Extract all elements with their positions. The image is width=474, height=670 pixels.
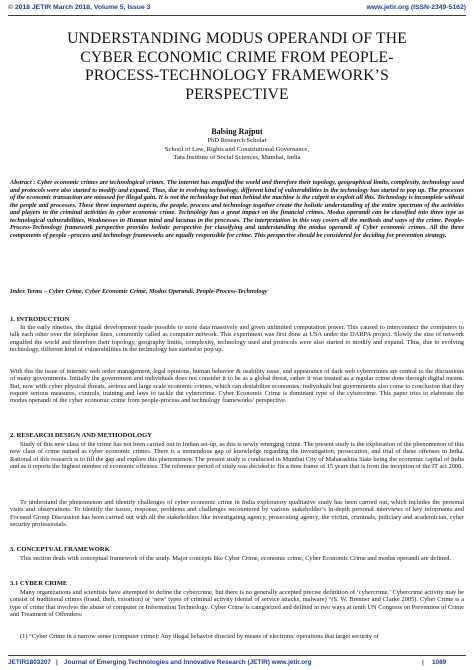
- section-heading-introduction: 1. INTRODUCTION: [10, 316, 70, 323]
- paragraph: [10, 499, 464, 528]
- paragraph: [10, 441, 464, 470]
- paragraph: [10, 633, 464, 640]
- journal-name: Journal of Emerging Technologies and Innovative Research (JETIR) www.jetir.org: [64, 659, 312, 666]
- paragraph: [10, 589, 464, 618]
- title-line: PERSPECTIVE: [185, 85, 289, 103]
- paragraph-text: Study of this new class of the crime has not been carried out in Indian set-up, as this is newly emerging crime. The present study is the exploration of the phenomenon of this new class of crime named as cyber economic crimes. There is a tremendous gap of knowledge regarding the investigation, prosecution, and trial of these offenses in India. Rational of this research is to fill the gap and explore this phenomenon. The present study is conducted in Mumbai City of Maharashtra State being the economic capital of India and as it reports the highest number of economic offenses. The reference period of study was decided to fix a time frame of 15 years that is from the inception of the IT act 2000.: [10, 441, 464, 470]
- paragraph-text: This section deals with conceptual framework of the study. Major concepts like Cyber Crime, economic crime, Cyber Economic Crime and modus operandi are defined.: [20, 555, 451, 562]
- author-role: PhD Research Scholar: [207, 137, 267, 144]
- paragraph-text: With this the issue of internet/ web order management, legal opinions, human behavior & usability issue, and appearance of dark web cybercrimes are central to the discussions of many governments. Initially the government and individuals does not consider it to be as a global threat, rather it was treated as a regular crime done through digital means. But, now with cyber physical threats, serious and large scale economic crimes, which can destabilize economies; individuals but governments also come to conclusion that they require serious measures, controls, training and laws to tackle the cybercrime. Cyber Economic Crime is dominant type of the cybercrime. This paper tries to elaborate the modus operandi of the cyber economic crime from people-process and technology frameworks’ perspective.: [10, 368, 464, 405]
- journal-url-issn: www.jetir.org (ISSN-2349-5162): [366, 4, 466, 11]
- paragraph: [10, 368, 464, 404]
- page-footer: [8, 655, 466, 668]
- paragraph: [10, 324, 464, 353]
- title-line: UNDERSTANDING MODUS OPERANDI OF THE: [67, 30, 407, 47]
- page-header: [8, 3, 466, 16]
- title-line: CYBER ECONOMIC CRIME FROM PEOPLE-: [80, 48, 394, 66]
- title-line: PROCESS-TECHNOLOGY FRAMEWORK’S: [85, 67, 389, 84]
- section-heading-research-design: 2. RESEARCH DESIGN AND METHODOLOGY: [10, 432, 152, 439]
- paragraph-text: Many organizations and scientists have attempted to define the cybercrime, but there is no generally accepted precise definition of ‘cybercrime.’ Cybercrime activity may be consist of traditional crimes (fraud, theft, extortion) or ‘new’ types of criminal activity (denial of service attacks, malware) “(S. W. Brenner and Clarke 2005). Cyber Crime is a type of crime that involves the abuse of computer or Information Technology. Cyber Crime is categorized and defined in two ways at tenth UN Congress on Prevention of Crime and Treatment of Offenders:: [10, 589, 464, 618]
- section-heading-cyber-crime: 3.1 CYBER CRIME: [10, 580, 68, 587]
- author-name: Balsing Rajput: [211, 127, 263, 136]
- section-heading-conceptual-framework: 3. CONCEPTUAL FRAMEWORK: [10, 546, 110, 553]
- journal-issue-info: © 2018 JETIR March 2018, Volume 5, Issue 3: [8, 4, 151, 11]
- author-department: School of Law, Rights and Constitutional Governance,: [164, 145, 310, 153]
- paragraph-text: (1) “Cyber Crime in a narrow sense (computer crime): Any illegal behavior directed by means of electronic operations that target security of: [20, 633, 379, 640]
- paragraph-text: To understand the phenomenon and identify challenges of cyber economic crime in India exploratory qualitative study has been carried out, which includes the personal visits and observations. To identify the issues, response, problems and challenges encountered by various stakeholder’s in-depth personal interviews of key informants and Focused Group Discussion has been carried out with all the stakeholders like investigating agency, prosecuting agency, the victim, criminals, judiciary and academician, cyber security professionals.: [10, 499, 464, 528]
- author-institution: Tata Institute of Social Sciences, Mumbai, India: [173, 154, 301, 162]
- author-block: [0, 127, 474, 163]
- page-number: 1089: [432, 659, 447, 666]
- footer-divider: |: [56, 659, 58, 666]
- paragraph: [10, 555, 464, 562]
- index-terms: Index Terms – Cyber Crime, Cyber Economic Crime, Modus Operandi, People-Process-Technology: [10, 288, 268, 295]
- paper-title: [20, 30, 454, 104]
- footer-divider: |: [422, 659, 424, 666]
- abstract: Abstract : Cyber economic crimes are technological crimes. The internet has engulfed the world and therefore their topology, geographical limits, complexity, technology used and protocols were also started to modify and expand. Thus, due to evolving technology, different kind of vulnerabilities in the technology has started to pop up. The processes of the economic transaction are misused for illegal gain. It is not the technology but man behind the machine is the culprit to exploit all this. Technology is incomplete without the people and processes. These three important aspects, the people, process and technology together create the holistic understanding of the entire spectrum of the activities and players in the criminal activities in cyber economic crime. Technology has a great impact on the financial crimes. Modus operandi can be classified into three type as technological vulnerabilities, Weaknesses in Human mind and lacunas in the processes. The interpretation in this way covers all the methods and ways of the crime. People-Process-Technology framework perspective provides holistic perspective for classifying and understanding the modus operandi of Cyber economic crimes. All the three components of people –process and technology frameworks are equally responsible for crime. This perspective should be considered for deciding for prevention strategy.: [10, 179, 464, 239]
- paragraph-text: In the early nineties, the digital development made possible to store data massively and given unlimited computation power. This caused to interconnect the computers to talk each other over the telephone lines, commonly called as computer network. This experiment was first done at USA under the DARPA project. Slowly the size of network engulfed the world and therefore their topology, geography limits, complexity, technology used and protocols were also started to modify and expand. Thus, due to evolving technology, different kind of vulnerabilities in the technology has started to pop up.: [10, 324, 464, 353]
- paper-code: JETIR1803207: [8, 659, 51, 666]
